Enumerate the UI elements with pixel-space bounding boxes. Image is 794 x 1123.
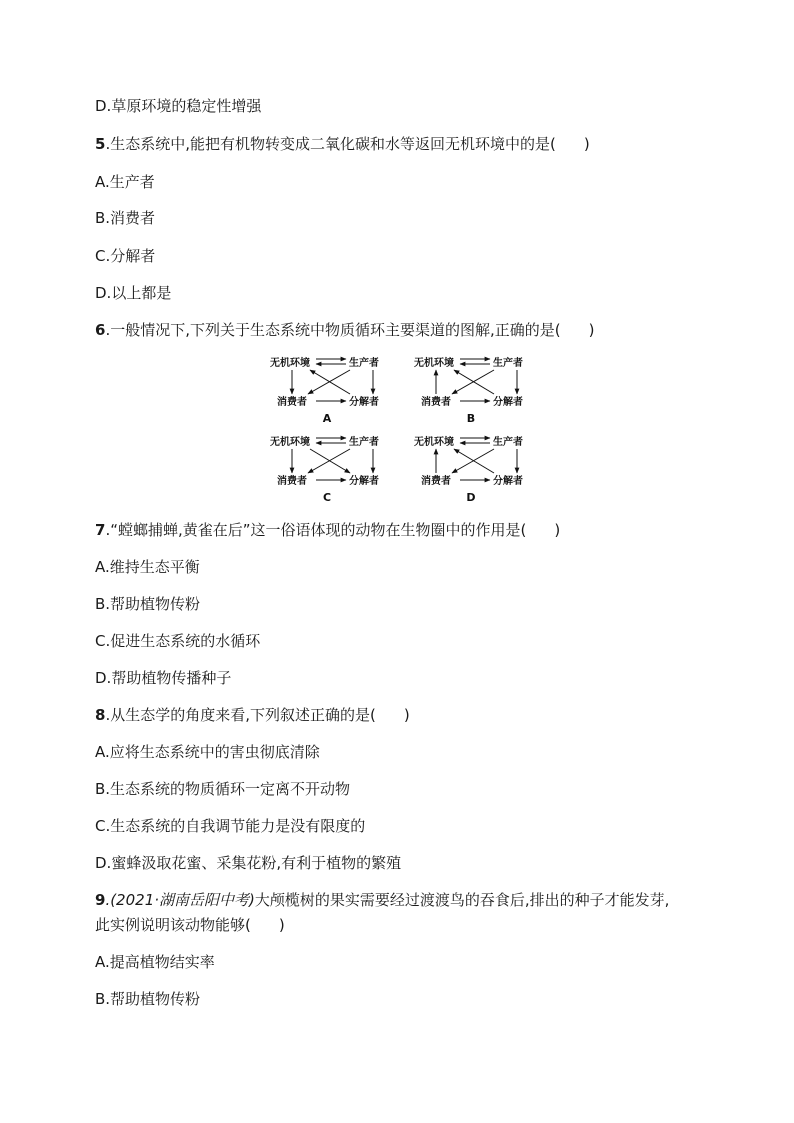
question-source: .(2021·湖南岳阳中考): [105, 891, 255, 909]
q5-option-a: A.生产者: [95, 173, 155, 191]
label-consumer: 消费者: [277, 476, 307, 487]
diagram-caption: D: [466, 491, 476, 504]
close-paren: ): [583, 135, 590, 153]
diagram-caption: B: [466, 412, 476, 425]
close-paren: ): [554, 521, 561, 539]
label-producer: 生产者: [493, 358, 523, 369]
q8-option-a: A.应将生态系统中的害虫彻底清除: [95, 743, 320, 761]
question-stem: .“螳螂捕蝉,黄雀在后”这一俗语体现的动物在生物圈中的作用是(: [105, 521, 527, 539]
label-decomposer: 分解者: [493, 476, 523, 487]
q7-option-a: A.维持生态平衡: [95, 558, 200, 576]
close-paren: ): [588, 321, 595, 339]
label-inorganic-environment: 无机环境: [270, 358, 310, 369]
label-decomposer: 分解者: [493, 397, 523, 408]
q7-option-c: C.促进生态系统的水循环: [95, 632, 261, 650]
cycle-diagram-d: [414, 435, 523, 504]
question-7: [95, 520, 560, 540]
label-producer: 生产者: [349, 358, 379, 369]
question-stem: .一般情况下,下列关于生态系统中物质循环主要渠道的图解,正确的是(: [105, 321, 561, 339]
label-consumer: 消费者: [277, 397, 307, 408]
question-number: 8: [95, 706, 106, 724]
q8-option-c: C.生态系统的自我调节能力是没有限度的: [95, 817, 366, 835]
q5-option-d: D.以上都是: [95, 284, 172, 302]
close-paren: ): [403, 706, 410, 724]
q7-option-d: D.帮助植物传播种子: [95, 669, 232, 687]
q7-option-b: B.帮助植物传粉: [95, 595, 201, 613]
label-decomposer: 分解者: [349, 476, 379, 487]
question-stem-cont: 此实例说明该动物能够(: [95, 916, 251, 934]
label-inorganic-environment: 无机环境: [414, 437, 454, 448]
cycle-diagram-b: [414, 356, 523, 425]
q8-option-b: B.生态系统的物质循环一定离不开动物: [95, 780, 351, 798]
cycle-diagram-c: [270, 435, 379, 504]
label-producer: 生产者: [493, 437, 523, 448]
q4-option-d: D.草原环境的稳定性增强: [95, 97, 262, 115]
question-number: 7: [95, 521, 106, 539]
question-8: [95, 705, 410, 725]
label-consumer: 消费者: [421, 476, 451, 487]
diagram-caption: A: [322, 412, 332, 425]
cycle-diagram-a: [270, 356, 379, 425]
diagram-caption: C: [322, 491, 332, 504]
q5-option-b: B.消费者: [95, 209, 156, 227]
q9-option-b: B.帮助植物传粉: [95, 990, 201, 1008]
question-9-continuation: [95, 915, 285, 935]
question-number: 5: [95, 135, 106, 153]
q9-option-a: A.提高植物结实率: [95, 953, 215, 971]
label-inorganic-environment: 无机环境: [414, 358, 454, 369]
label-decomposer: 分解者: [349, 397, 379, 408]
question-number: 9: [95, 891, 106, 909]
label-inorganic-environment: 无机环境: [270, 437, 310, 448]
label-producer: 生产者: [349, 437, 379, 448]
q5-option-c: C.分解者: [95, 247, 156, 265]
close-paren: ): [278, 916, 285, 934]
question-stem: 大颅榄树的果实需要经过渡渡鸟的吞食后,排出的种子才能发芽,: [254, 891, 670, 909]
q8-option-d: D.蜜蜂汲取花蜜、采集花粉,有利于植物的繁殖: [95, 854, 402, 872]
question-stem: .生态系统中,能把有机物转变成二氧化碳和水等返回无机环境中的是(: [105, 135, 556, 153]
question-number: 6: [95, 321, 106, 339]
question-9: [95, 890, 669, 910]
label-consumer: 消费者: [421, 397, 451, 408]
question-stem: .从生态学的角度来看,下列叙述正确的是(: [105, 706, 376, 724]
